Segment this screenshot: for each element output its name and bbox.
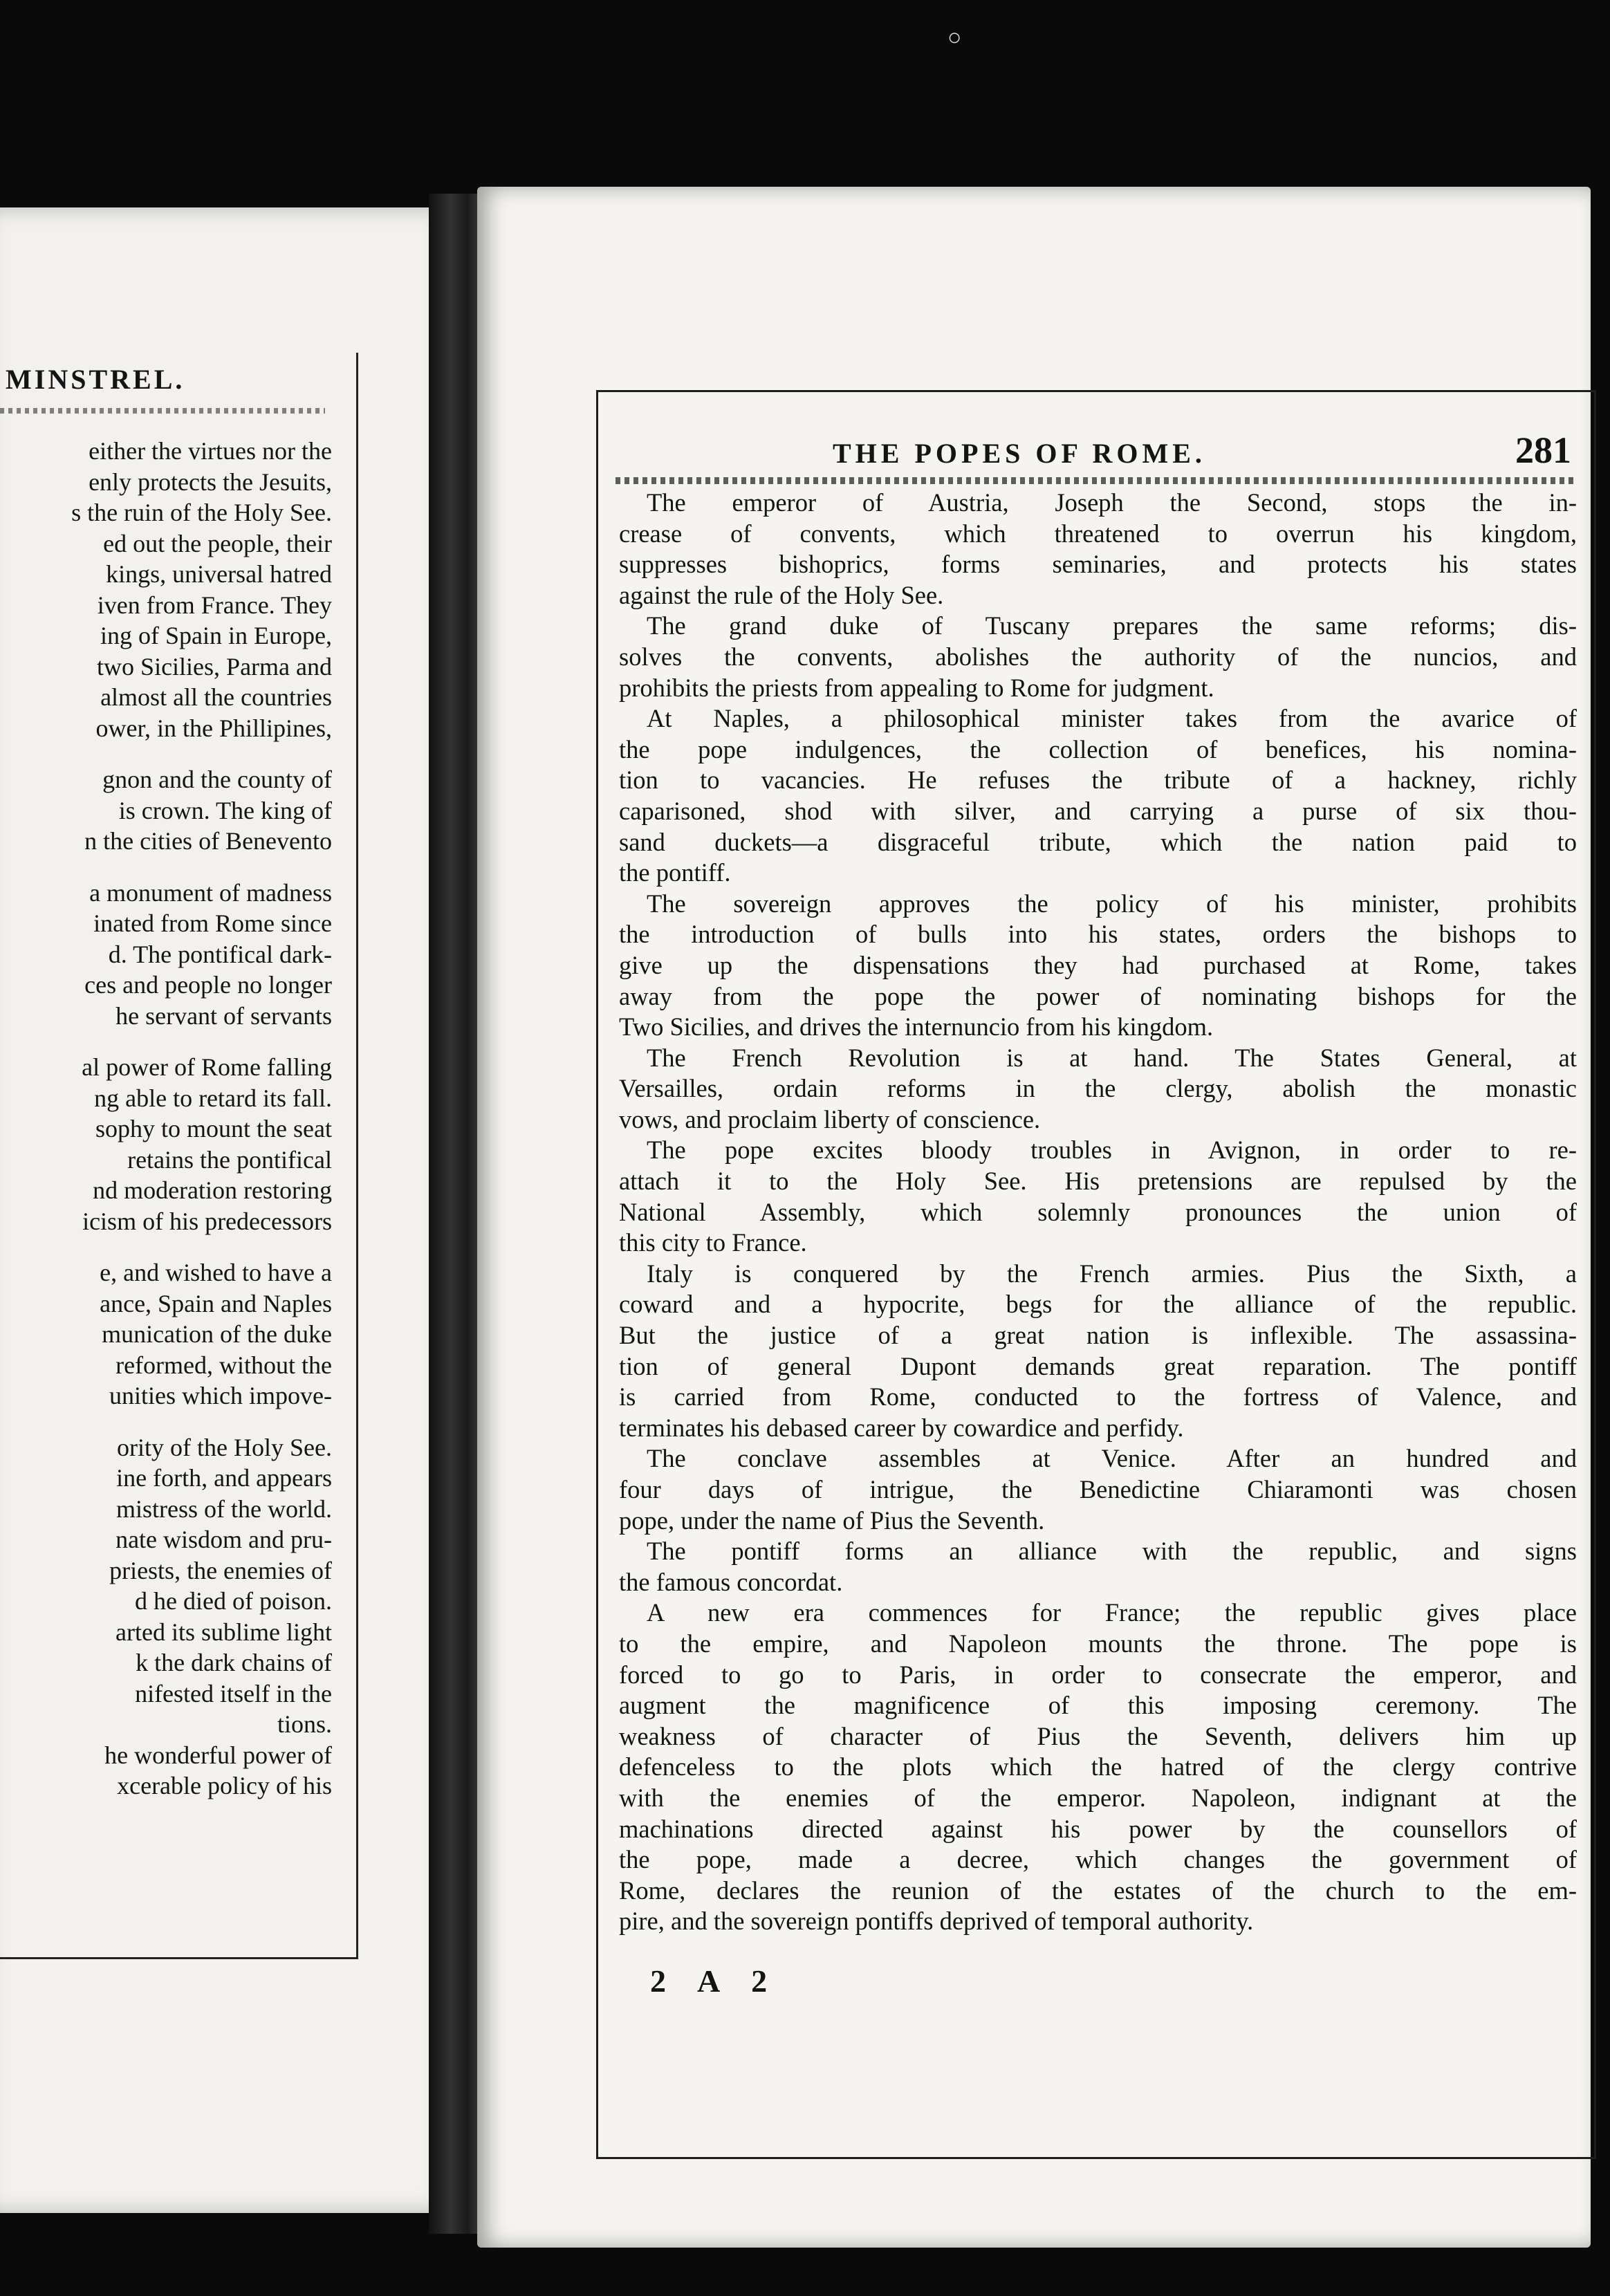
left-text-line: ing of Spain in Europe, (100, 622, 332, 649)
left-text-line: is crown. The king of (118, 796, 332, 824)
left-text-line: n the cities of Benevento (84, 827, 332, 855)
text-line: caparisoned, shod with silver, and carrying a purse of six thou- (619, 796, 1577, 825)
left-text-line: either the virtues nor the (89, 437, 332, 465)
text-line: The French Revolution is at hand. The States General, at (647, 1043, 1577, 1072)
paragraph (619, 1043, 1577, 1136)
left-text-line: a monument of madness (89, 878, 332, 907)
left-text-line: almost all the countries (100, 683, 332, 711)
left-running-head: MINSTREL. (6, 364, 185, 395)
paragraph-gap (0, 743, 332, 764)
film-mark-icon: ○ (947, 25, 962, 50)
paragraph (619, 889, 1577, 1043)
text-line: four days of intrigue, the Benedictine Chiaramonti was chosen (619, 1475, 1577, 1503)
left-text-line: iven from France. They (97, 591, 332, 619)
text-line: augment the magnificence of this imposing ceremony. The (619, 1691, 1577, 1720)
text-line: away from the pope the power of nominating bishops for the (619, 981, 1577, 1010)
left-text-line: enly protects the Jesuits, (89, 467, 332, 496)
left-text-line: reformed, without the (115, 1351, 332, 1379)
left-text-line: nd moderation restoring (93, 1176, 332, 1204)
text-line: coward and a hypocrite, begs for the alliance of the republic. (619, 1290, 1577, 1319)
text-line: But the justice of a great nation is inflexible. The assassina- (619, 1321, 1577, 1350)
left-text-line: tions. (277, 1710, 332, 1738)
left-text-line: ine forth, and appears (116, 1464, 332, 1492)
paragraph-gap (0, 1031, 332, 1052)
left-text-line: inated from Rome since (93, 909, 332, 937)
left-text-line: ng able to retard its fall. (94, 1084, 332, 1112)
left-text-line: ority of the Holy See. (117, 1433, 332, 1461)
left-ornamental-rule (0, 408, 325, 414)
paragraph (619, 1598, 1577, 1937)
left-text-line: d. The pontifical dark- (108, 940, 332, 968)
text-line: Two Sicilies, and drives the internuncio from his kingdom. (619, 1012, 1214, 1041)
left-text-line: ces and people no longer (84, 971, 332, 999)
text-line: The grand duke of Tuscany prepares the same reforms; dis- (647, 611, 1577, 640)
left-text-line: retains the pontifical (127, 1145, 332, 1174)
page-number: 281 (1515, 429, 1571, 471)
left-text-line: gnon and the county of (102, 766, 332, 793)
running-title: THE POPES OF ROME. (833, 438, 1206, 469)
left-text-line: nate wisdom and pru- (115, 1526, 332, 1553)
text-line: attach it to the Holy See. His pretensions are repulsed by the (619, 1167, 1577, 1196)
paragraph (619, 1443, 1577, 1536)
paragraph (619, 703, 1577, 889)
paragraph (619, 1536, 1577, 1598)
left-text-line: e, and wished to have a (100, 1259, 332, 1286)
ornamental-rule (616, 477, 1577, 484)
left-text-line: icism of his predecessors (82, 1207, 332, 1235)
text-line: Italy is conquered by the French armies. Pius the Sixth, a (647, 1259, 1577, 1288)
text-line: terminates his debased career by cowardice and perfidy. (619, 1413, 1184, 1442)
text-line: prohibits the priests from appealing to Rome for judgment. (619, 673, 1214, 702)
left-text-line: s the ruin of the Holy See. (71, 499, 332, 526)
text-line: tion to vacancies. He refuses the tribute of a hackney, richly (619, 766, 1577, 795)
left-text-line: he servant of servants (115, 1001, 332, 1030)
paragraph (619, 1259, 1577, 1444)
text-line: is carried from Rome, conducted to the fortress of Valence, and (619, 1382, 1577, 1411)
text-line: pope, under the name of Pius the Seventh. (619, 1506, 1045, 1535)
left-text-line: al power of Rome falling (82, 1053, 332, 1081)
left-text-line: mistress of the world. (116, 1494, 332, 1523)
text-line: Versailles, ordain reforms in the clergy, abolish the monastic (619, 1074, 1577, 1103)
text-line: The pope excites bloody troubles in Avignon, in order to re- (647, 1136, 1577, 1165)
text-line: against the rule of the Holy See. (619, 580, 944, 609)
left-text-line: two Sicilies, Parma and (97, 652, 332, 681)
paragraph (619, 1135, 1577, 1258)
left-text-line: kings, universal hatred (106, 560, 332, 588)
page-header (665, 429, 1585, 477)
text-line: National Assembly, which solemnly pronounces the union of (619, 1197, 1577, 1226)
text-line: crease of convents, which threatened to overrun his kingdom, (619, 519, 1577, 548)
text-line: give up the dispensations they had purchased at Rome, takes (619, 950, 1577, 979)
paragraph-gap (0, 857, 332, 878)
paragraph-gap (0, 1411, 332, 1432)
left-text-line: nifested itself in the (135, 1679, 332, 1707)
paragraph (619, 488, 1577, 611)
left-text-line: k the dark chains of (136, 1649, 332, 1676)
text-line: to the empire, and Napoleon mounts the throne. The pope is (619, 1629, 1577, 1658)
text-line: this city to France. (619, 1228, 807, 1257)
left-text-line: sophy to mount the seat (95, 1115, 332, 1142)
page-body (619, 488, 1577, 1937)
left-text-line: priests, the enemies of (109, 1556, 332, 1584)
text-line: Rome, declares the reunion of the estates of the church to the em- (619, 1876, 1577, 1905)
left-text-line: arted its sublime light (115, 1618, 332, 1646)
text-line: forced to go to Paris, in order to consecrate the emperor, and (619, 1660, 1577, 1689)
text-line: sand duckets—a disgraceful tribute, which the nation paid to (619, 827, 1577, 856)
left-text-line: d he died of poison. (135, 1587, 332, 1615)
text-line: defenceless to the plots which the hatred of the clergy contrive (619, 1752, 1577, 1781)
book-gutter (429, 194, 484, 2234)
text-line: At Naples, a philosophical minister takes from the avarice of (647, 704, 1577, 733)
text-line: the introduction of bulls into his states, orders the bishops to (619, 920, 1577, 949)
text-line: vows, and proclaim liberty of conscience. (619, 1104, 1041, 1133)
left-page-text (0, 436, 332, 1802)
text-line: The emperor of Austria, Joseph the Second, stops the in- (647, 488, 1577, 517)
text-line: The conclave assembles at Venice. After an hundred and (647, 1444, 1577, 1473)
signature-mark: 2 A 2 (650, 1963, 780, 1999)
text-line: the pope indulgences, the collection of benefices, his nomina- (619, 734, 1577, 763)
text-line: the pontiff. (619, 858, 731, 887)
text-line: with the enemies of the emperor. Napoleon, indignant at the (619, 1783, 1577, 1812)
text-line: The pontiff forms an alliance with the republic, and signs (647, 1537, 1577, 1566)
left-text-line: ed out the people, their (103, 529, 332, 557)
text-line: the famous concordat. (619, 1567, 843, 1596)
left-page (0, 207, 456, 2213)
paragraph-gap (0, 1237, 332, 1257)
left-text-line: ance, Spain and Naples (100, 1289, 332, 1317)
left-text-line: ower, in the Phillipines, (95, 714, 332, 742)
text-line: A new era commences for France; the republic gives place (647, 1598, 1577, 1627)
text-line: machinations directed against his power by the counsellors of (619, 1814, 1577, 1843)
left-text-line: xcerable policy of his (117, 1772, 332, 1799)
left-text-line: unities which impove- (109, 1382, 332, 1409)
text-line: tion of general Dupont demands great reparation. The pontiff (619, 1351, 1577, 1380)
text-line: the pope, made a decree, which changes the government of (619, 1845, 1577, 1874)
text-line: pire, and the sovereign pontiffs deprived of temporal authority. (619, 1907, 1254, 1936)
text-line: The sovereign approves the policy of his minister, prohibits (647, 889, 1577, 918)
text-line: solves the convents, abolishes the authority of the nuncios, and (619, 642, 1577, 671)
left-text-line: he wonderful power of (104, 1741, 332, 1769)
paragraph (619, 611, 1577, 703)
text-line: suppresses bishoprics, forms seminaries, and protects his states (619, 550, 1577, 579)
left-text-line: munication of the duke (102, 1320, 332, 1348)
text-line: weakness of character of Pius the Seventh, delivers him up (619, 1721, 1577, 1750)
